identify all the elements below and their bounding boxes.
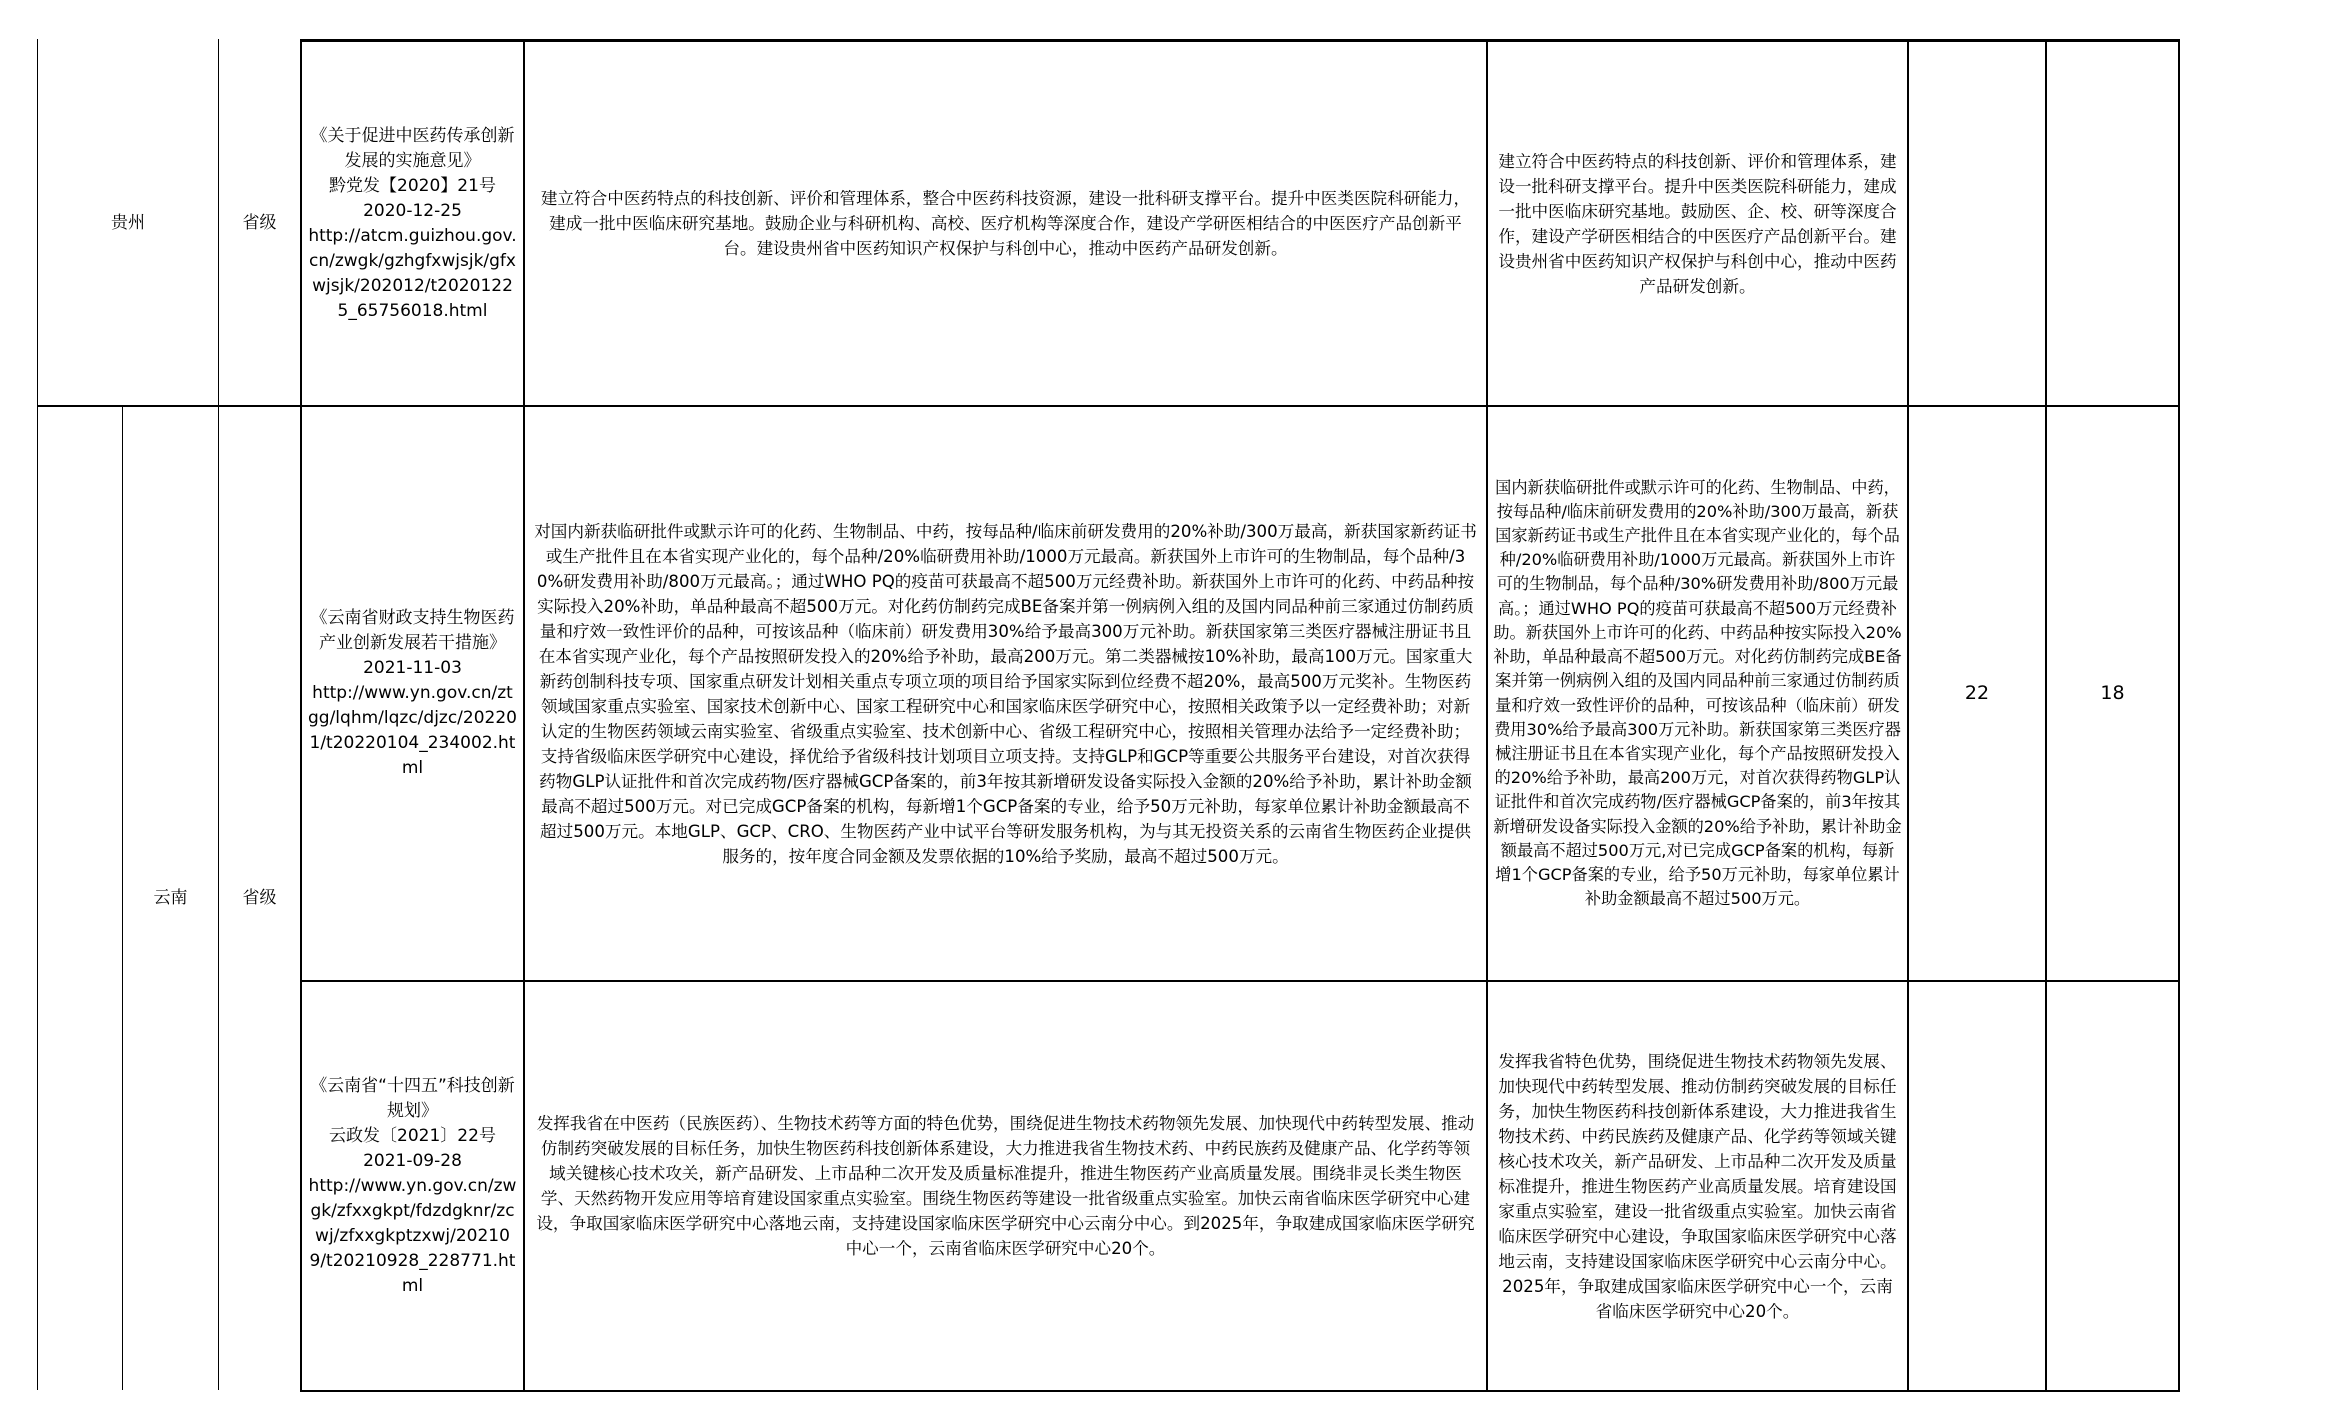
source-title: 《关于促进中医药传承创新发展的实施意见》 [310,125,515,171]
count-cell-b [2047,982,2178,1390]
region-cell: 云南 [153,888,188,908]
content-cell: 发挥我省在中医药（民族医药）、生物技术药等方面的特色优势，围绕促进生物技术药物领先发展、加快现代中药转型发展、推动仿制药突破发展的目标任务，加快生物医药科技创新体系建设，大力推进我省生物技术药、中药民族药及健康产品、化学药等领域关键核心技术攻关，新产品研发、上市品种二次开发及质量标准提升，推进生物医药产业高质量发展。围绕非灵长类生物医学、天然药物开发应用等培育建设国家重点实验室。围绕生物医药等建设一批省级重点实验室。加快云南省临床医学研究中心建设，争取国家临床医学研究中心落地云南，支持建设国家临床医学研究中心云南分中心。到2025年，争取建成国家临床医学研究中心一个，云南省临床医学研究中心20个。 [536,1114,1475,1258]
source-doc-no: 云政发〔2021〕22号 [329,1125,496,1146]
source-cell [302,982,523,1390]
source-cell [302,407,523,980]
source-date: 2020-12-25 [363,200,462,221]
count-cell-b: 18 [2100,682,2125,704]
level-cell: 省级 [242,213,277,233]
count-cell-a [1909,982,2045,1390]
grid-line [2178,39,2180,1391]
source-cell [302,42,523,405]
source-url: http://www.yn.gov.cn/ztgg/lqhm/lqzc/djzc/202201/t20220104_234002.html [308,683,517,778]
level-cell: 省级 [242,888,277,908]
count-cell-a [1909,42,2045,405]
region-cell: 贵州 [111,213,145,233]
source-date: 2021-09-28 [363,1150,462,1171]
source-url: http://atcm.guizhou.gov.cn/zwgk/gzhgfxwjsjk/gfxwjsjk/202012/t20201225_65756018.html [308,225,517,321]
summary-cell: 发挥我省特色优势，围绕促进生物技术药物领先发展、加快现代中药转型发展、推动仿制药突破发展的目标任务，加快生物医药科技创新体系建设，大力推进我省生物技术药、中药民族药及健康产品、化学药等领域关键核心技术攻关，新产品研发、上市品种二次开发及质量标准提升，推进生物医药产业高质量发展。培育建设国家重点实验室，建设一批省级重点实验室。加快云南省临床医学研究中心建设，争取国家临床医学研究中心落地云南，支持建设国家临床医学研究中心云南分中心。2025年，争取建成国家临床医学研究中心一个，云南省临床医学研究中心20个。 [1498,1051,1897,1321]
content-cell: 对国内新获临研批件或默示许可的化药、生物制品、中药，按每品种/临床前研发费用的20%补助/300万最高，新获国家新药证书或生产批件且在本省实现产业化的，每个品种/20%临研费用补助/1000万元最高。新获国外上市许可的生物制品，每个品种/30%研发费用补助/800万元最高。；通过WHO PQ的疫苗可获最高不超500万元经费补助。新获国外上市许可的化药、中药品种按实际投入20%补助，单品种最高不超500万元。对化药仿制药完成BE备案并第一例病例入组的及国内同品种前三家通过仿制药质量和疗效一致性评价的品种，可按该品种（临床前）研发费用30%给予最高300万元补助。新获国家第三类医疗器械注册证书且在本省实现产业化，每个产品按照研发投入的20%给予补助，最高200万元。第二类器械按10%补助，最高100万元。国家重大新药创制科技专项、国家重点研发计划相关重点专项立项的项目给予国家实际到位经费不超20%，最高500万元奖补。生物医药领域国家重点实验室、国家技术创新中心、国家工程研究中心和国家临床医学研究中心，按照相关政策予以一定经费补助；对新认定的生物医药领域云南实验室、省级重点实验室、技术创新中心、省级工程研究中心，按照相关管理办法给予一定经费补助；支持省级临床医学研究中心建设，择优给予省级科技计划项目立项支持。支持GLP和GCP等重要公共服务平台建设，对首次获得药物GLP认证批件和首次完成药物/医疗器械GCP备案的，前3年按其新增研发设备实际投入金额的20%给予补助，累计补助金额最高不超过500万元。对已完成GCP备案的机构，每新增1个GCP备案的专业，给予50万元补助，每家单位累计补助金额最高不超过500万元。本地GLP、GCP、CRO、生物医药产业中试平台等研发服务机构，为与其无投资关系的云南省生物医药企业提供服务的，按年度合同金额及发票依据的10%给予奖励，最高不超过500万元。 [534,521,1477,866]
source-title: 《云南省财政支持生物医药产业创新发展若干措施》 [310,608,515,653]
count-cell-a: 22 [1964,682,1990,704]
content-cell: 建立符合中医药特点的科技创新、评价和管理体系，整合中医药科技资源，建设一批科研支撑平台。提升中医类医院科研能力，建成一批中医临床研究基地。鼓励企业与科研机构、高校、医疗机构等深度合作，建设产学研医相结合的中医医疗产品创新平台。建设贵州省中医药知识产权保护与科创中心，推动中医药产品研发创新。 [540,189,1471,258]
source-doc-no: 黔党发【2020】21号 [329,175,496,196]
grid-line [300,1390,2180,1392]
source-title: 《云南省“十四五”科技创新规划》 [310,1075,515,1121]
count-cell-b [2047,42,2178,405]
summary-cell: 建立符合中医药特点的科技创新、评价和管理体系，建设一批科研支撑平台。提升中医类医院科研能力，建成一批中医临床研究基地。鼓励医、企、校、研等深度合作，建设产学研医相结合的中医医疗产品创新平台。建设贵州省中医药知识产权保护与科创中心，推动中医药产品研发创新。 [1498,151,1897,296]
source-date: 2021-11-03 [363,658,462,678]
source-url: http://www.yn.gov.cn/zwgk/zfxxgkpt/fdzdgknr/zcwj/zfxxgkptzxwj/202109/t20210928_228771.html [308,1175,517,1296]
summary-cell: 国内新获临研批件或默示许可的化药、生物制品、中药，按每品种/临床前研发费用的20%补助/300万最高，新获国家新药证书或生产批件且在本省实现产业化的，每个品种/20%临研费用补助/1000万元最高。新获国外上市许可的生物制品，每个品种/30%研发费用补助/800万元最高。；通过WHO PQ的疫苗可获最高不超500万元经费补助。新获国外上市许可的化药、中药品种按实际投入20%补助，单品种最高不超500万元。对化药仿制药完成BE备案并第一例病例入组的及国内同品种前三家通过仿制药质量和疗效一致性评价的品种，可按该品种（临床前）研发费用30%给予最高300万元补助。新获国家第三类医疗器械注册证书且在本省实现产业化，每个产品按照研发投入的20%给予补助，最高200万元，对首次获得药物GLP认证批件和首次完成药物/医疗器械GCP备案的，前3年按其新增研发设备实际投入金额的20%给予补助，累计补助金额最高不超过500万元,对已完成GCP备案的机构，每新增1个GCP备案的专业，给予50万元补助，每家单位累计补助金额最高不超过500万元。 [1493,477,1902,909]
